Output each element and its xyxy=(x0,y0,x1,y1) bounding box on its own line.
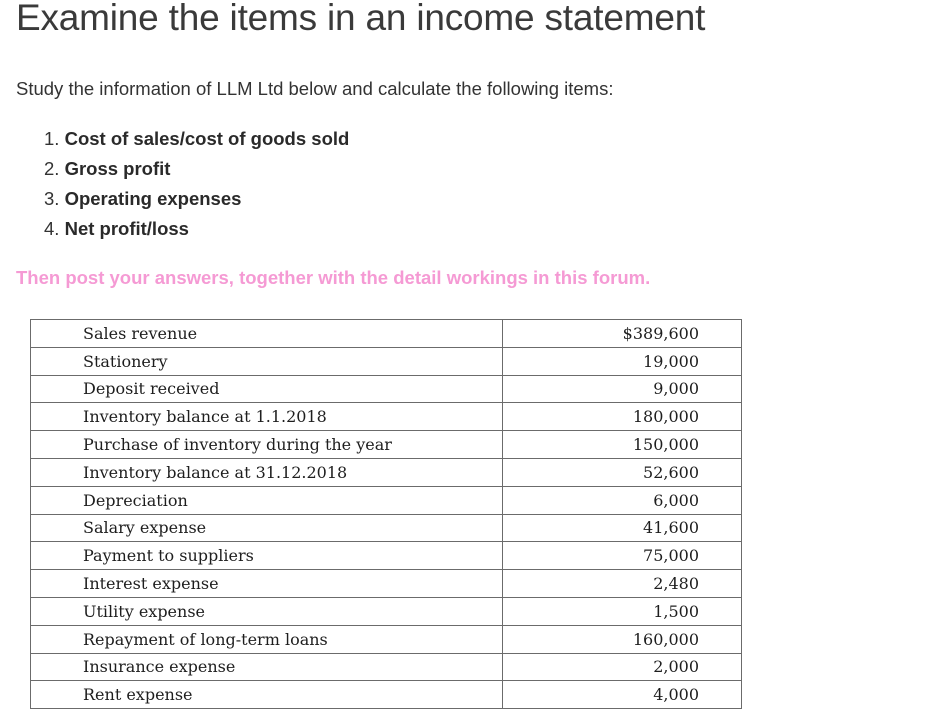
row-label: Rent expense xyxy=(31,681,503,709)
row-value: 160,000 xyxy=(503,625,742,653)
row-value: 6,000 xyxy=(503,486,742,514)
task-number: 1. xyxy=(44,128,60,149)
task-item xyxy=(44,128,349,158)
table-row xyxy=(31,514,742,542)
task-number: 3. xyxy=(44,188,60,209)
call-to-action: Then post your answers, together with the detail workings in this forum. xyxy=(16,267,651,288)
row-value: 19,000 xyxy=(503,347,742,375)
row-label: Stationery xyxy=(31,347,503,375)
row-value: 41,600 xyxy=(503,514,742,542)
row-label: Purchase of inventory during the year xyxy=(31,431,503,459)
table-row xyxy=(31,458,742,486)
row-label: Interest expense xyxy=(31,570,503,598)
table-row xyxy=(31,320,742,348)
row-value: 75,000 xyxy=(503,542,742,570)
table-row xyxy=(31,347,742,375)
row-value: 4,000 xyxy=(503,681,742,709)
row-label: Insurance expense xyxy=(31,653,503,681)
page-title: Examine the items in an income statement xyxy=(16,0,706,38)
table-row xyxy=(31,542,742,570)
table-row xyxy=(31,625,742,653)
row-label: Utility expense xyxy=(31,597,503,625)
row-label: Salary expense xyxy=(31,514,503,542)
task-item xyxy=(44,188,349,218)
task-text: Gross profit xyxy=(64,158,171,179)
row-label: Inventory balance at 1.1.2018 xyxy=(31,403,503,431)
row-label: Payment to suppliers xyxy=(31,542,503,570)
row-value: 9,000 xyxy=(503,375,742,403)
table-row xyxy=(31,681,742,709)
row-label: Repayment of long-term loans xyxy=(31,625,503,653)
table-row xyxy=(31,570,742,598)
table-row xyxy=(31,486,742,514)
task-number: 4. xyxy=(44,218,60,239)
task-text: Operating expenses xyxy=(64,188,242,209)
financial-data-table xyxy=(30,319,742,709)
row-label: Depreciation xyxy=(31,486,503,514)
row-label: Inventory balance at 31.12.2018 xyxy=(31,458,503,486)
table-row xyxy=(31,597,742,625)
row-label: Deposit received xyxy=(31,375,503,403)
row-value: $389,600 xyxy=(503,320,742,348)
task-text: Net profit/loss xyxy=(64,218,189,239)
row-value: 2,000 xyxy=(503,653,742,681)
row-value: 180,000 xyxy=(503,403,742,431)
table-row xyxy=(31,653,742,681)
task-text: Cost of sales/cost of goods sold xyxy=(64,128,350,149)
intro-text: Study the information of LLM Ltd below and calculate the following items: xyxy=(16,78,614,99)
table-row xyxy=(31,431,742,459)
row-value: 1,500 xyxy=(503,597,742,625)
row-value: 2,480 xyxy=(503,570,742,598)
task-number: 2. xyxy=(44,158,60,179)
task-item xyxy=(44,158,349,188)
row-label: Sales revenue xyxy=(31,320,503,348)
table-row xyxy=(31,375,742,403)
task-item xyxy=(44,218,349,248)
table-row xyxy=(31,403,742,431)
row-value: 150,000 xyxy=(503,431,742,459)
task-list xyxy=(44,128,349,248)
row-value: 52,600 xyxy=(503,458,742,486)
